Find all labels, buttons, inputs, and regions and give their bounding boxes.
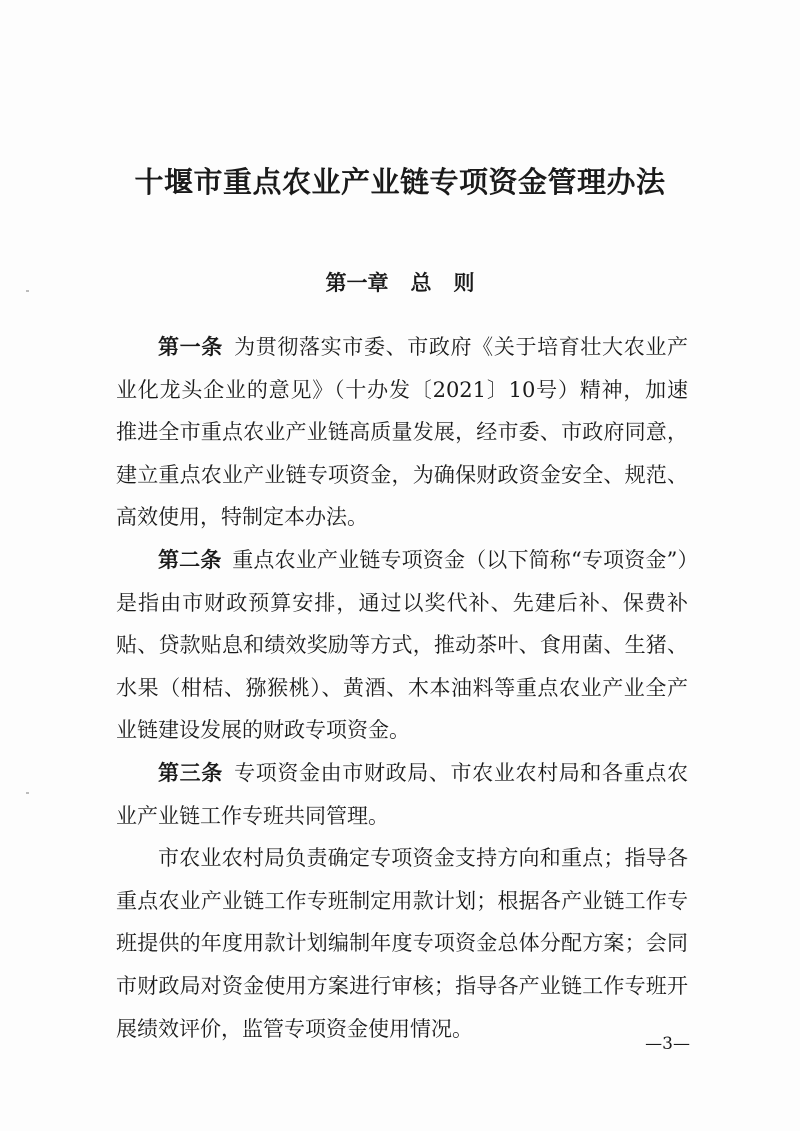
- chapter-heading: [0, 266, 800, 300]
- article-paragraph-1: [116, 326, 688, 539]
- chapter-title-char-1: 总: [410, 270, 432, 295]
- paragraph-text: 市农业农村局负责确定专项资金支持方向和重点；指导各重点农业产业链工作专班制定用款计划；根据各产业链工作专班提供的年度用款计划编制年度专项资金总体分配方案；会同市财政局对资金使用方案进行审核；指导各产业链工作专班开展绩效评价，监管专项资金使用情况。: [116, 846, 688, 1041]
- article-label: 第一条: [158, 334, 223, 359]
- article-text: 专项资金由市财政局、市农业农村局和各重点农业产业链工作专班共同管理。: [116, 760, 688, 828]
- article-paragraph-2: [116, 539, 688, 752]
- article-paragraph-3: [116, 752, 688, 837]
- article-text: 重点农业产业链专项资金（以下简称“专项资金”）是指由市财政预算安排，通过以奖代补、先建后补、保费补贴、贷款贴息和绩效奖励等方式，推动茶叶、食用菌、生猪、水果（柑桔、猕猴桃）、黄酒、木本油料等重点农业产业全产业链建设发展的财政专项资金。: [116, 547, 688, 743]
- document-body: [116, 326, 688, 1050]
- body-paragraph-4: [116, 837, 688, 1050]
- article-label: 第三条: [158, 759, 223, 785]
- scan-mark: [26, 792, 29, 794]
- article-label: 第二条: [158, 546, 222, 572]
- chapter-title-char-2: 则: [453, 270, 475, 295]
- article-text: 为贯彻落实市委、市政府《关于培育壮大农业产业化龙头企业的意见》（十办发〔2021〕10号）精神，加速推进全市重点农业产业链高质量发展，经市委、市政府同意，建立重点农业产业链专项资金，为确保财政资金安全、规范、高效使用，特制定本办法。: [116, 335, 688, 530]
- page-number: —3—: [645, 1034, 690, 1054]
- chapter-number: 第一章: [325, 270, 389, 295]
- document-title: 十堰市重点农业产业链专项资金管理办法: [134, 165, 666, 199]
